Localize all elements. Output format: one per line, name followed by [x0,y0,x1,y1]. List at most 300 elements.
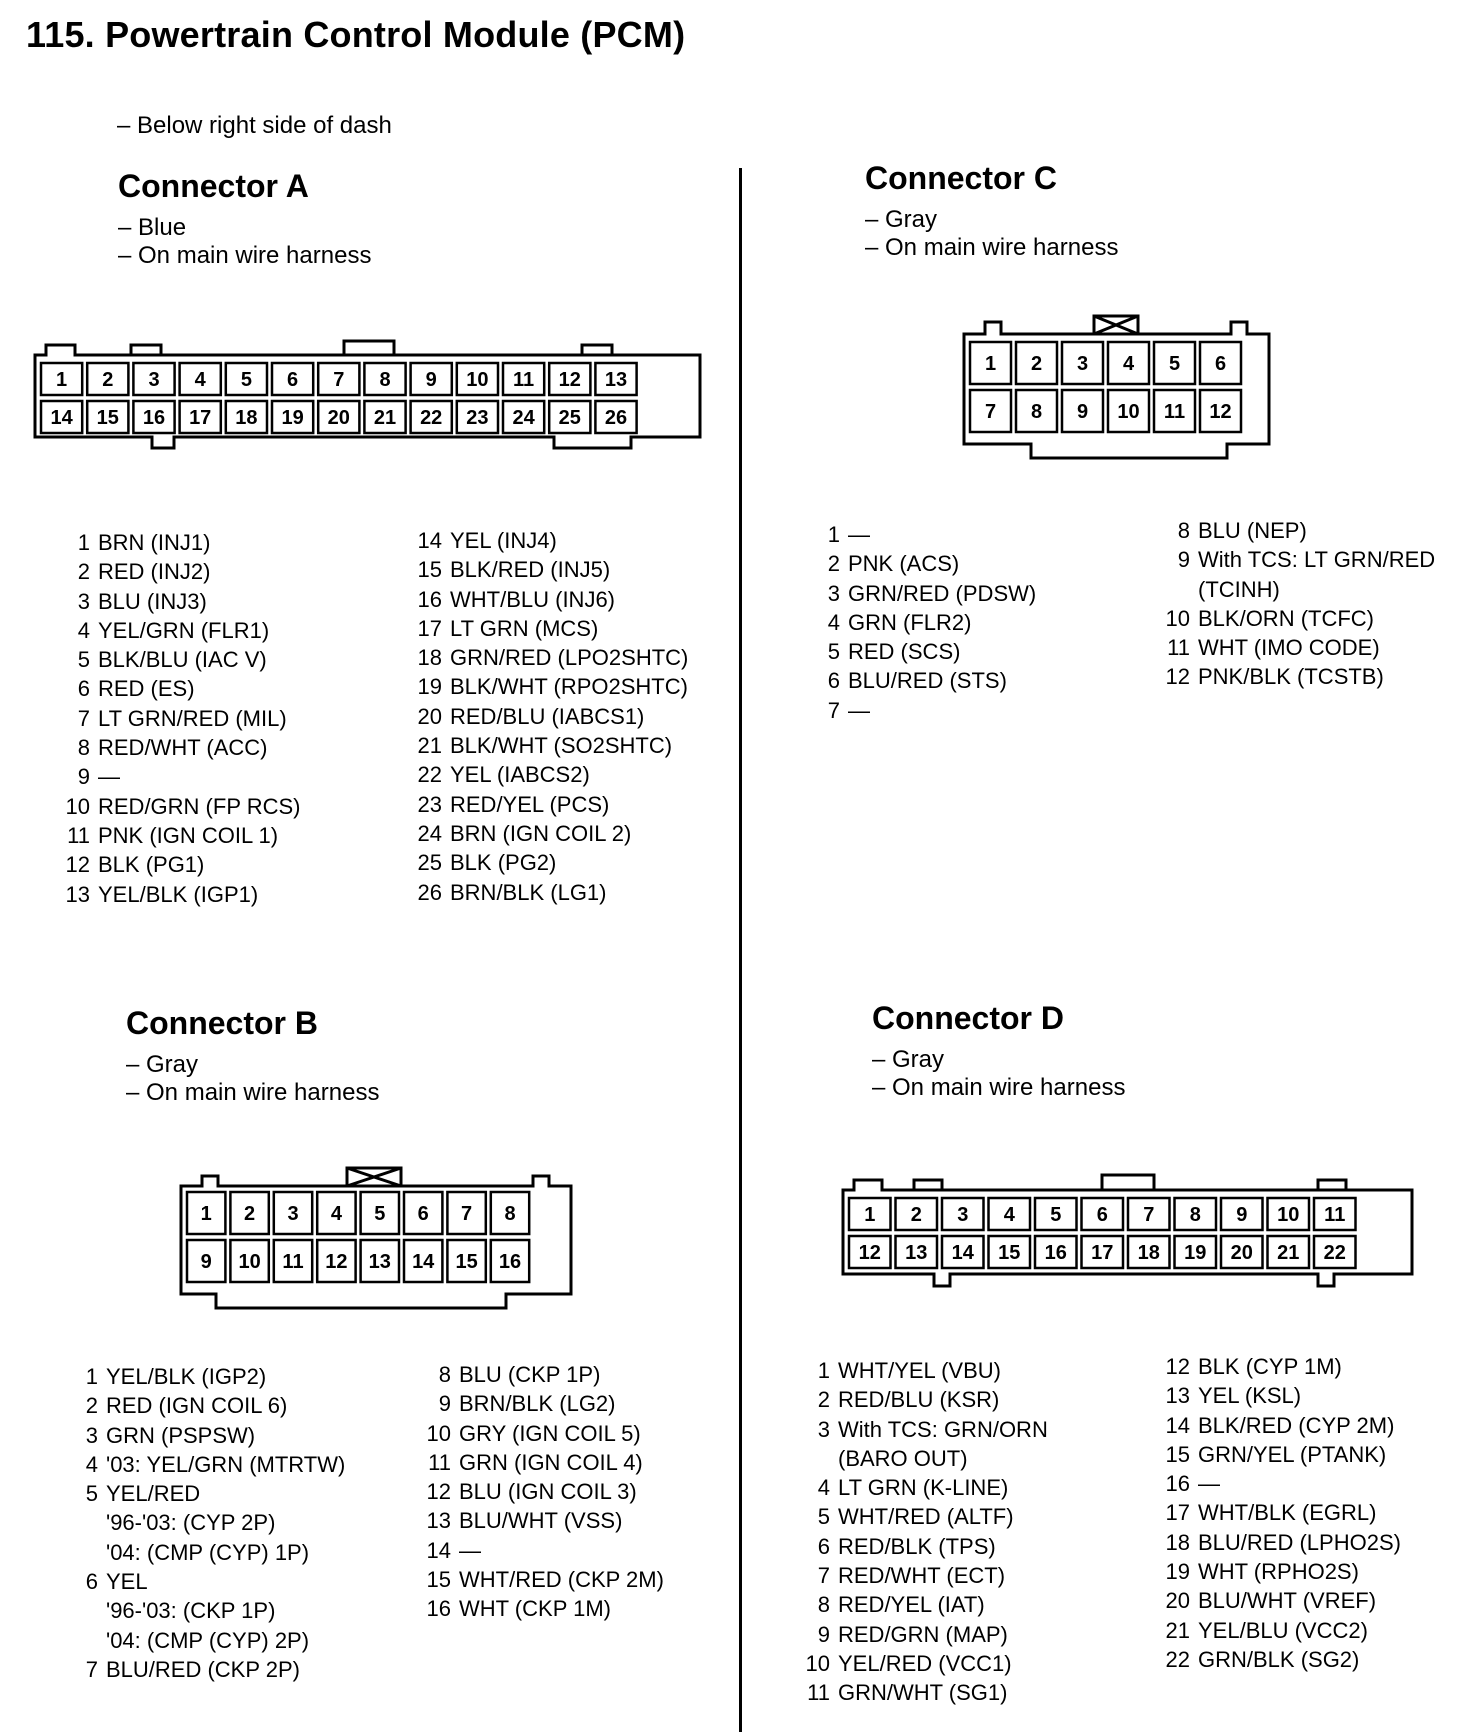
pin-entry [421,1360,664,1389]
pin-description: GRN/RED (PDSW) [848,580,1037,606]
pin-number: 12 [1165,664,1190,690]
pin-description: BLK/RED (CYP 2M) [1198,1412,1395,1438]
pin-entry [60,792,301,821]
cavity-number: 11 [513,369,535,391]
cavity-number: 13 [368,1251,391,1273]
connector-b-svg [180,1164,580,1314]
pin-entry [810,520,1036,549]
pin-entry [1160,604,1435,633]
pin-number: 3 [827,580,840,606]
pin-entry [60,528,301,557]
pin-description: BLK/RED (INJ5) [450,557,611,583]
pin-number: 8 [438,1362,451,1387]
cavity-number: 26 [604,407,628,429]
pin-number: 2 [77,559,90,585]
pin-description: BLK/BLU (IAC V) [98,647,267,673]
pin-description: BLK (PG2) [450,850,557,876]
pin-description: RED/BLU (IABCS1) [450,703,645,729]
cavity-number: 19 [281,407,304,429]
pin-description: BRN/BLK (LG1) [450,879,607,905]
pin-number: 10 [1165,605,1190,631]
cavity-number: 5 [1050,1204,1062,1226]
pin-number: 3 [817,1416,830,1442]
pin-entry [1160,1616,1401,1645]
connector-c-title: Connector C [865,160,1057,196]
pin-number: 14 [426,1537,451,1563]
pin-number: 19 [417,674,442,700]
pin-description-continued: '96-'03: (CYP 2P) [106,1510,276,1536]
pin-description: BLU (IGN COIL 3) [459,1479,637,1505]
pin-entry [412,585,688,614]
pin-number: 21 [417,733,442,759]
pin-description: YEL [106,1569,148,1595]
pin-number: 8 [77,735,90,761]
pin-description: GRN/YEL (PTANK) [1198,1441,1387,1467]
pin-entry [1160,662,1435,691]
pin-description: WHT/BLK (EGRL) [1198,1500,1377,1526]
pin-description-continued: (BARO OUT) [838,1445,968,1471]
connector-b-location: – On main wire harness [126,1079,380,1106]
pin-description-continued: (TCINH) [1198,576,1280,602]
pin-number: 5 [827,639,840,665]
pin-number: 9 [438,1391,451,1417]
pin-entry [810,696,1036,725]
pin-entry [1160,545,1435,574]
pin-description: LT GRN (MCS) [450,615,599,641]
cavity-number: 3 [957,1204,969,1226]
pin-number: 20 [1165,1588,1190,1614]
pin-description: BRN (IGN COIL 2) [450,820,632,846]
pin-description: — [98,764,120,790]
cavity-number: 5 [240,369,252,391]
pin-entry [60,645,301,674]
pin-entry [1160,516,1435,545]
pin-description: BLK (PG1) [98,852,205,878]
pin-number: 17 [1165,1500,1190,1526]
pin-description: '03: YEL/GRN (MTRTW) [106,1451,346,1477]
cavity-number: 2 [244,1203,256,1225]
pin-description: BLK/ORN (TCFC) [1198,605,1374,631]
pin-entry [68,1655,345,1684]
pin-entry [1160,1645,1401,1674]
pin-number: 15 [417,557,442,583]
pin-entry [1160,633,1435,662]
pin-entry [1160,1352,1401,1381]
pin-entry [800,1502,1048,1531]
pin-number: 18 [1165,1529,1190,1555]
cavity-number: 1 [56,369,68,391]
pin-number: 2 [85,1393,98,1419]
pin-number: 19 [1165,1559,1190,1585]
cavity-number: 19 [1184,1242,1207,1264]
pin-entry [1160,1411,1401,1440]
pin-description: BRN/BLK (LG2) [459,1391,616,1417]
pin-entry [421,1419,664,1448]
pin-entry [412,819,688,848]
pin-entry [1160,1498,1401,1527]
connector-b-diagram [180,1164,580,1314]
pin-entry [60,557,301,586]
pin-description: BLK (CYP 1M) [1198,1354,1342,1379]
connector-b-pins-right [421,1360,664,1624]
connector-d-title: Connector D [872,1000,1064,1036]
cavity-number: 4 [330,1203,342,1225]
pin-description: With TCS: LT GRN/RED [1198,547,1436,573]
pin-description: YEL (IABCS2) [450,762,590,788]
pin-description: LT GRN (K-LINE) [838,1475,1009,1501]
pin-description: BLU/RED (STS) [848,668,1007,694]
pin-number: 6 [77,676,90,702]
connector-b-color: – Gray [126,1051,199,1078]
connector-d-notes [872,1046,1125,1102]
pin-entry [68,1567,345,1596]
connector-c-pins-left [810,520,1036,725]
pin-description: GRN (PSPSW) [106,1422,256,1448]
cavity-number: 4 [194,369,206,391]
pin-entry [60,850,301,879]
pin-number: 23 [417,791,442,817]
pin-entry [60,616,301,645]
pin-description: GRN/WHT (SG1) [838,1680,1008,1706]
pin-entry [800,1561,1048,1590]
pin-entry [421,1565,664,1594]
pin-number: 4 [817,1475,830,1501]
connector-d-pins-right [1160,1352,1401,1674]
pin-entry [412,672,688,701]
pin-description: BLU/RED (CKP 2P) [106,1656,300,1682]
cavity-number: 6 [1214,353,1227,375]
pin-description: RED/YEL (PCS) [450,791,610,817]
page-title: 115. Powertrain Control Module (PCM) [26,14,686,55]
pin-number: 5 [817,1504,830,1530]
cavity-number: 7 [1143,1204,1155,1226]
cavity-number: 13 [604,369,628,391]
cavity-number: 11 [1324,1204,1346,1226]
cavity-number: 16 [142,407,166,429]
pin-entry [68,1362,345,1391]
connector-d-pins-left [800,1356,1048,1708]
pin-entry [810,637,1036,666]
pin-description: RED (SCS) [848,639,961,665]
pin-number: 14 [417,528,442,553]
pin-number: 18 [417,645,442,671]
cavity-number: 4 [1122,353,1135,375]
pin-entry [1160,1586,1401,1615]
pin-number: 13 [1165,1383,1190,1409]
pin-entry [412,878,688,907]
cavity-number: 20 [1230,1242,1253,1264]
connector-c-svg [963,314,1273,464]
connector-d-svg [842,1174,1422,1294]
pin-description: BLU/WHT (VREF) [1198,1588,1377,1614]
pin-description: YEL/BLU (VCC2) [1198,1617,1368,1643]
pin-description: YEL/RED (VCC1) [838,1650,1012,1676]
pin-number: 4 [77,617,90,643]
connector-a-notes [118,214,371,270]
cavity-number: 6 [417,1203,429,1225]
cavity-number: 18 [235,407,258,429]
connector-a-diagram [34,341,704,451]
pin-number: 1 [77,530,90,555]
pin-description: PNK/BLK (TCSTB) [1198,664,1384,690]
pin-number: 6 [827,668,840,694]
pin-number: 9 [1177,547,1190,573]
pin-entry [412,702,688,731]
pin-entry [68,1391,345,1420]
pin-description: YEL/GRN (FLR1) [98,617,270,643]
pin-entry [810,666,1036,695]
pin-description: WHT/YEL (VBU) [838,1358,1001,1383]
connector-a-location: – On main wire harness [118,242,372,269]
cavity-number: 18 [1137,1242,1160,1264]
cavity-number: 10 [1117,401,1140,423]
pin-description: YEL/BLK (IGP1) [98,881,259,907]
pin-entry [421,1594,664,1623]
cavity-number: 11 [1163,401,1186,423]
cavity-number: 22 [1323,1242,1346,1264]
connector-a-pins-right [412,526,688,907]
cavity-number: 21 [1277,1242,1300,1264]
pin-number: 16 [417,586,442,612]
pin-description: RED (IGN COIL 6) [106,1393,288,1419]
pin-entry [800,1620,1048,1649]
pin-entry [412,526,688,555]
pin-number: 1 [827,522,840,547]
pin-entry [800,1590,1048,1619]
cavity-number: 7 [461,1203,473,1225]
pin-description: GRN (IGN COIL 4) [459,1449,643,1475]
cavity-number: 5 [1168,353,1181,375]
connector-c-notes [865,206,1118,262]
pin-number: 10 [65,793,90,819]
cavity-number: 1 [864,1204,876,1226]
connector-d-color: – Gray [872,1046,945,1073]
pin-description-continued: '96-'03: (CKP 1P) [106,1598,276,1624]
pin-number: 13 [65,881,90,907]
pin-description: YEL (INJ4) [450,528,557,553]
pin-description: BLU/RED (LPHO2S) [1198,1529,1401,1555]
connector-c-color: – Gray [865,206,938,233]
cavity-number: 9 [1076,401,1089,423]
cavity-number: 4 [1003,1204,1015,1226]
pin-number: 3 [85,1422,98,1448]
cavity-number: 11 [282,1251,304,1273]
pin-entry [412,643,688,672]
pin-entry [60,821,301,850]
pin-entry [60,880,301,909]
pin-number: 4 [85,1451,98,1477]
cavity-number: 8 [379,369,391,391]
pin-description: — [1198,1471,1220,1497]
pin-entry [60,587,301,616]
pin-description: RED/WHT (ACC) [98,735,268,761]
pin-entry [421,1477,664,1506]
pin-description: RED (ES) [98,676,195,702]
pin-entry [412,555,688,584]
cavity-number: 12 [1209,401,1232,423]
pin-description: RED/BLU (KSR) [838,1387,1000,1413]
pin-entry [60,762,301,791]
pin-number: 26 [417,879,442,905]
pin-entry [810,579,1036,608]
cavity-number: 20 [327,407,350,429]
pin-number: 21 [1165,1617,1190,1643]
cavity-number: 8 [1189,1204,1201,1226]
pin-entry [800,1415,1048,1444]
cavity-number: 14 [50,407,73,429]
pin-number: 6 [85,1569,98,1595]
connector-d-location: – On main wire harness [872,1074,1126,1101]
pin-description: GRN/RED (LPO2SHTC) [450,645,689,671]
pin-number: 24 [417,820,442,846]
pin-number: 6 [817,1533,830,1559]
pin-entry [421,1506,664,1535]
pin-description: BRN (INJ1) [98,530,211,555]
pin-description: BLK/WHT (RPO2SHTC) [450,674,688,700]
pin-number: 7 [827,697,840,723]
cavity-number: 14 [412,1251,435,1273]
cavity-number: 23 [466,407,489,429]
pin-number: 10 [426,1420,451,1446]
pin-description: RED/GRN (MAP) [838,1621,1008,1647]
pin-entry [68,1450,345,1479]
pin-number: 2 [827,551,840,577]
cavity-number: 7 [984,401,997,423]
pin-number: 7 [85,1656,98,1682]
cavity-number: 2 [1030,353,1043,375]
connector-a-svg [34,341,704,451]
pin-number: 3 [77,588,90,614]
pin-number: 11 [67,822,90,848]
pin-entry [412,848,688,877]
cavity-number: 24 [512,407,535,429]
pin-description: With TCS: GRN/ORN [838,1416,1048,1442]
column-divider [739,168,742,1732]
pin-entry [1160,1557,1401,1586]
connector-d-diagram [842,1174,1422,1294]
pin-description: BLU (NEP) [1198,518,1307,543]
connector-a-pins-left [60,528,301,909]
pin-entry [60,704,301,733]
cavity-number: 8 [1030,401,1043,423]
pin-entry [1160,1440,1401,1469]
cavity-number: 15 [998,1242,1021,1264]
cavity-number: 3 [287,1203,299,1225]
pin-entry [1160,1469,1401,1498]
pin-number: 10 [805,1650,830,1676]
connector-a-title: Connector A [118,168,309,204]
pin-entry [60,674,301,703]
cavity-number: 16 [498,1251,522,1273]
pin-entry [68,1421,345,1450]
pin-description: RED (INJ2) [98,559,211,585]
pin-description: PNK (IGN COIL 1) [98,822,279,848]
cavity-number: 13 [905,1242,928,1264]
pin-number: 9 [817,1621,830,1647]
pin-number: 13 [426,1508,451,1534]
pin-number: 14 [1165,1412,1190,1438]
pin-entry [800,1356,1048,1385]
cavity-number: 12 [858,1242,881,1264]
cavity-number: 6 [287,369,299,391]
pin-number: 1 [85,1364,98,1389]
pin-number: 22 [1165,1646,1190,1672]
location-note: – Below right side of dash [117,112,392,139]
pin-description: — [459,1537,481,1563]
pin-number: 16 [426,1596,451,1622]
cavity-number: 6 [1096,1204,1108,1226]
pin-description-continued: '04: (CMP (CYP) 1P) [106,1539,310,1565]
cavity-number: 12 [325,1251,348,1273]
pin-number: 8 [1177,518,1190,543]
pin-number: 12 [1165,1354,1190,1379]
pin-description: RED/BLK (TPS) [838,1533,996,1559]
connector-c-location: – On main wire harness [865,234,1119,261]
pin-entry [810,608,1036,637]
pin-entry [68,1479,345,1508]
connector-c-pins-right [1160,516,1435,692]
pin-entry [421,1389,664,1418]
cavity-number: 9 [1236,1204,1248,1226]
pin-entry [412,790,688,819]
pin-number: 20 [417,703,442,729]
cavity-number: 7 [333,369,345,391]
connector-b-title: Connector B [126,1005,318,1041]
pin-description: WHT/BLU (INJ6) [450,586,615,612]
cavity-number: 9 [425,369,437,391]
pin-description: BLU (CKP 1P) [459,1362,601,1387]
cavity-number: 1 [200,1203,212,1225]
pin-number: 1 [817,1358,830,1383]
pin-entry [800,1385,1048,1414]
cavity-number: 14 [951,1242,974,1264]
pin-number: 15 [426,1567,451,1593]
cavity-number: 2 [102,369,114,391]
pin-description: GRN (FLR2) [848,609,972,635]
pin-number: 4 [827,609,840,635]
pin-number: 7 [77,705,90,731]
pin-description: BLU (INJ3) [98,588,207,614]
cavity-number: 25 [558,407,581,429]
pin-description: RED/WHT (ECT) [838,1563,1006,1589]
pin-number: 8 [817,1592,830,1618]
cavity-number: 9 [200,1251,212,1273]
pin-number: 16 [1165,1471,1190,1497]
pin-description: — [848,522,870,547]
cavity-number: 12 [558,369,581,391]
pin-entry [412,731,688,760]
pin-number: 7 [817,1563,830,1589]
cavity-number: 2 [910,1204,922,1226]
cavity-number: 5 [374,1203,386,1225]
connector-b-pins-left [68,1362,345,1684]
pin-description-continued: '04: (CMP (CYP) 2P) [106,1627,310,1653]
cavity-number: 22 [420,407,443,429]
pin-description: WHT (RPHO2S) [1198,1559,1359,1585]
cavity-number: 17 [1091,1242,1114,1264]
pin-number: 11 [807,1680,830,1706]
pin-description: PNK (ACS) [848,551,960,577]
cavity-number: 15 [96,407,119,429]
pin-description: BLK/WHT (SO2SHTC) [450,733,673,759]
pin-number: 11 [1167,635,1190,661]
cavity-number: 15 [455,1251,478,1273]
pin-entry [1160,1381,1401,1410]
pin-number: 9 [77,764,90,790]
pin-number: 15 [1165,1441,1190,1467]
pin-description: WHT (IMO CODE) [1198,635,1380,661]
pin-entry [412,760,688,789]
